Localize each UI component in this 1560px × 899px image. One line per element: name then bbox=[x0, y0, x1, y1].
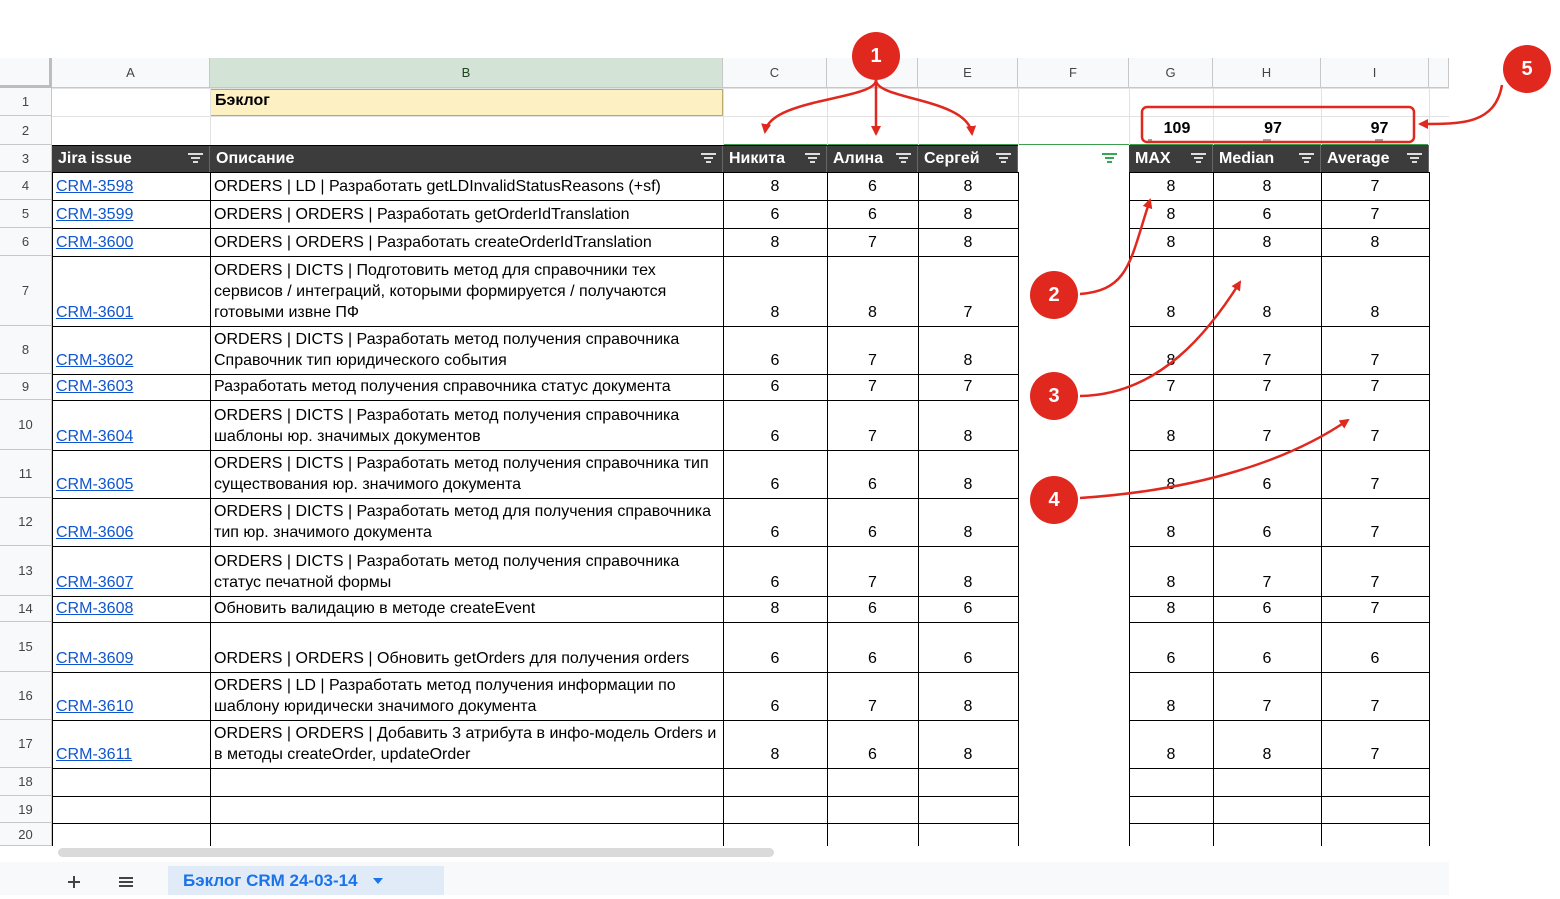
nikita-cell[interactable] bbox=[723, 400, 827, 450]
alina-cell-text: 6 bbox=[868, 178, 877, 195]
row-header[interactable]: 12 bbox=[0, 498, 52, 546]
median-cell[interactable] bbox=[1213, 450, 1321, 498]
median-cell[interactable] bbox=[1213, 596, 1321, 622]
column-header-b[interactable]: B bbox=[210, 58, 723, 88]
nikita-cell[interactable] bbox=[723, 172, 827, 200]
header-jira-issue-label: Jira issue bbox=[58, 149, 132, 167]
sergey-cell-text: 8 bbox=[963, 352, 973, 369]
median-cell-text: 7 bbox=[1262, 428, 1272, 445]
median-cell[interactable] bbox=[1213, 326, 1321, 374]
alina-cell[interactable] bbox=[827, 172, 918, 200]
row-header[interactable]: 7 bbox=[0, 256, 52, 326]
sergey-cell[interactable] bbox=[918, 256, 1018, 326]
max-cell-text: 8 bbox=[1166, 600, 1176, 617]
max-cell-text: 8 bbox=[1166, 574, 1176, 591]
annotation-badge-1: 1 bbox=[852, 32, 900, 80]
sergey-cell[interactable] bbox=[918, 672, 1018, 720]
nikita-cell-text: 6 bbox=[770, 352, 780, 369]
header-f-empty[interactable] bbox=[1018, 145, 1129, 172]
median-cell-text: 7 bbox=[1262, 378, 1272, 395]
max-cell[interactable] bbox=[1129, 326, 1213, 374]
alina-cell[interactable] bbox=[827, 400, 918, 450]
menu-icon bbox=[114, 870, 138, 894]
median-cell-text: 8 bbox=[1262, 304, 1272, 321]
median-cell[interactable] bbox=[1213, 172, 1321, 200]
nikita-cell-text: 6 bbox=[770, 378, 780, 395]
nikita-cell-text: 6 bbox=[770, 650, 780, 667]
nikita-cell-text: 8 bbox=[770, 234, 780, 251]
max-cell-text: 8 bbox=[1166, 304, 1176, 321]
nikita-cell[interactable] bbox=[723, 498, 827, 546]
median-cell-text: 7 bbox=[1262, 574, 1272, 591]
header-nikita[interactable] bbox=[723, 145, 827, 172]
column-header-f[interactable]: F bbox=[1018, 58, 1129, 88]
issue-cell[interactable] bbox=[52, 256, 210, 326]
median-cell-text: 6 bbox=[1262, 524, 1272, 541]
max-cell[interactable] bbox=[1129, 450, 1213, 498]
annotation-badge-3: 3 bbox=[1030, 372, 1078, 420]
description-cell[interactable] bbox=[210, 172, 723, 200]
median-cell-text: 8 bbox=[1262, 234, 1272, 251]
average-cell[interactable] bbox=[1321, 546, 1429, 596]
issue-cell[interactable] bbox=[52, 672, 210, 720]
average-cell-text: 7 bbox=[1370, 698, 1380, 715]
jira-issue-link[interactable]: CRM-3610 bbox=[56, 698, 134, 715]
description-cell-text: ORDERS | DICTS | Разработать метод получения справочника Справочник тип юридического события bbox=[214, 331, 680, 369]
header-jira-issue[interactable] bbox=[52, 145, 210, 172]
issue-cell[interactable] bbox=[52, 622, 210, 672]
median-cell[interactable] bbox=[1213, 256, 1321, 326]
average-cell[interactable] bbox=[1321, 172, 1429, 200]
filter-icon[interactable] bbox=[1102, 153, 1117, 164]
average-cell-text: 7 bbox=[1370, 378, 1380, 395]
issue-cell[interactable] bbox=[52, 400, 210, 450]
row-header[interactable]: 18 bbox=[0, 768, 52, 796]
average-cell[interactable] bbox=[1321, 450, 1429, 498]
nikita-cell-text: 6 bbox=[770, 206, 780, 223]
backlog-title: Бэклог bbox=[215, 92, 270, 109]
description-cell[interactable] bbox=[210, 498, 723, 546]
nikita-cell-text: 8 bbox=[770, 304, 780, 321]
alina-cell[interactable] bbox=[827, 596, 918, 622]
alina-cell-text: 7 bbox=[868, 378, 877, 395]
row-header[interactable]: 20 bbox=[0, 823, 52, 846]
description-cell-text: ORDERS | DICTS | Разработать метод получения справочника статус печатной формы bbox=[214, 553, 680, 591]
description-cell[interactable] bbox=[210, 374, 723, 400]
description-cell-text: ORDERS | LD | Разработать метод получения информации по шаблону юридически значимого документа bbox=[214, 677, 676, 715]
sergey-cell-text: 6 bbox=[963, 650, 973, 667]
nikita-cell-text: 6 bbox=[770, 476, 780, 493]
median-cell[interactable] bbox=[1213, 498, 1321, 546]
description-cell-text: ORDERS | LD | Разработать getLDInvalidStatusReasons (+sf) bbox=[214, 178, 661, 195]
alina-cell-text: 6 bbox=[868, 600, 877, 617]
sergey-cell-text: 8 bbox=[963, 574, 973, 591]
nikita-cell-text: 6 bbox=[770, 574, 780, 591]
average-cell-text: 7 bbox=[1370, 352, 1380, 369]
sergey-cell-text: 7 bbox=[963, 378, 973, 395]
header-sergey-label: Сергей bbox=[924, 149, 980, 167]
row-header[interactable]: 13 bbox=[0, 546, 52, 596]
average-cell[interactable] bbox=[1321, 374, 1429, 400]
alina-cell-text: 6 bbox=[868, 524, 877, 541]
average-cell[interactable] bbox=[1321, 720, 1429, 768]
header-max[interactable] bbox=[1129, 145, 1213, 172]
description-cell[interactable] bbox=[210, 450, 723, 498]
nikita-cell[interactable] bbox=[723, 596, 827, 622]
description-cell[interactable] bbox=[210, 720, 723, 768]
issue-cell[interactable] bbox=[52, 720, 210, 768]
sergey-cell[interactable] bbox=[918, 596, 1018, 622]
sergey-cell-text: 8 bbox=[963, 746, 973, 763]
max-cell[interactable] bbox=[1129, 228, 1213, 256]
description-cell-text: ORDERS | ORDERS | Разработать getOrderIdTranslation bbox=[214, 206, 630, 223]
column-header-a[interactable]: A bbox=[52, 58, 210, 88]
select-all-corner[interactable] bbox=[0, 58, 52, 88]
median-cell-text: 6 bbox=[1262, 600, 1272, 617]
max-cell[interactable] bbox=[1129, 172, 1213, 200]
median-cell[interactable] bbox=[1213, 622, 1321, 672]
row-header[interactable]: 10 bbox=[0, 400, 52, 450]
sergey-cell-text: 6 bbox=[963, 600, 973, 617]
annotation-badge-2: 2 bbox=[1030, 271, 1078, 319]
description-cell[interactable] bbox=[210, 228, 723, 256]
row-header[interactable]: 5 bbox=[0, 200, 52, 228]
row-header[interactable]: 17 bbox=[0, 720, 52, 768]
jira-issue-link[interactable]: CRM-3611 bbox=[56, 746, 133, 763]
max-cell-text: 8 bbox=[1166, 178, 1176, 195]
average-cell-text: 7 bbox=[1370, 746, 1380, 763]
jira-issue-link[interactable]: CRM-3598 bbox=[56, 178, 134, 195]
max-cell-text: 8 bbox=[1166, 352, 1176, 369]
description-cell[interactable] bbox=[210, 326, 723, 374]
average-cell-text: 7 bbox=[1370, 206, 1380, 223]
row-header-1[interactable]: 1 bbox=[0, 88, 52, 116]
description-cell[interactable] bbox=[210, 596, 723, 622]
filter-icon[interactable] bbox=[1407, 153, 1422, 164]
median-cell[interactable] bbox=[1213, 228, 1321, 256]
sheet-tab-active[interactable] bbox=[168, 866, 444, 895]
column-header-e[interactable]: E bbox=[918, 58, 1018, 88]
header-alina[interactable] bbox=[827, 145, 918, 172]
filter-icon[interactable] bbox=[188, 153, 203, 164]
plus-icon bbox=[62, 870, 86, 894]
max-cell[interactable] bbox=[1129, 596, 1213, 622]
max-cell[interactable] bbox=[1129, 400, 1213, 450]
row-header[interactable]: 11 bbox=[0, 450, 52, 498]
median-cell[interactable] bbox=[1213, 374, 1321, 400]
sergey-cell[interactable] bbox=[918, 400, 1018, 450]
alina-cell[interactable] bbox=[827, 450, 918, 498]
nikita-cell-text: 6 bbox=[770, 428, 780, 445]
sergey-cell-text: 8 bbox=[963, 428, 973, 445]
alina-cell[interactable] bbox=[827, 498, 918, 546]
filter-icon[interactable] bbox=[996, 153, 1011, 164]
alina-cell-text: 7 bbox=[868, 234, 877, 251]
sergey-cell[interactable] bbox=[918, 546, 1018, 596]
sergey-cell[interactable] bbox=[918, 326, 1018, 374]
description-cell-text: ORDERS | DICTS | Разработать метод получения справочника тип существования юр. значимого документа bbox=[214, 455, 709, 493]
nikita-cell-text: 8 bbox=[770, 600, 780, 617]
alina-cell[interactable] bbox=[827, 672, 918, 720]
max-cell-text: 8 bbox=[1166, 234, 1176, 251]
alina-cell[interactable] bbox=[827, 546, 918, 596]
median-cell-text: 6 bbox=[1262, 206, 1272, 223]
row-header[interactable]: 6 bbox=[0, 228, 52, 256]
nikita-cell[interactable] bbox=[723, 326, 827, 374]
jira-issue-link[interactable]: CRM-3608 bbox=[56, 600, 134, 617]
alina-cell-text: 6 bbox=[868, 206, 877, 223]
average-cell-text: 7 bbox=[1370, 476, 1380, 493]
jira-issue-link[interactable]: CRM-3601 bbox=[56, 304, 134, 321]
max-cell-text: 6 bbox=[1166, 650, 1176, 667]
issue-cell[interactable] bbox=[52, 498, 210, 546]
description-cell-text: ORDERS | DICTS | Подготовить метод для справочники тех сервисов / интеграций, которыми формируется / получаются готовыми извне ПФ bbox=[214, 262, 667, 321]
sergey-cell-text: 8 bbox=[963, 178, 973, 195]
header-median[interactable] bbox=[1213, 145, 1321, 172]
filter-icon[interactable] bbox=[805, 153, 820, 164]
alina-cell[interactable] bbox=[827, 720, 918, 768]
average-cell[interactable] bbox=[1321, 326, 1429, 374]
sergey-cell[interactable] bbox=[918, 200, 1018, 228]
filter-icon[interactable] bbox=[1299, 153, 1314, 164]
nikita-cell-text: 6 bbox=[770, 698, 780, 715]
row-header-2[interactable]: 2 bbox=[0, 116, 52, 145]
row-header[interactable]: 19 bbox=[0, 796, 52, 823]
nikita-cell[interactable] bbox=[723, 200, 827, 228]
header-sergey[interactable] bbox=[918, 145, 1018, 172]
max-cell[interactable] bbox=[1129, 256, 1213, 326]
nikita-cell[interactable] bbox=[723, 374, 827, 400]
median-cell-text: 8 bbox=[1262, 178, 1272, 195]
max-cell[interactable] bbox=[1129, 672, 1213, 720]
row-header[interactable]: 14 bbox=[0, 596, 52, 622]
average-cell-text: 8 bbox=[1370, 234, 1380, 251]
row-header[interactable]: 4 bbox=[0, 172, 52, 200]
median-cell[interactable] bbox=[1213, 400, 1321, 450]
average-cell-text: 8 bbox=[1370, 304, 1380, 321]
average-cell-text: 7 bbox=[1370, 428, 1380, 445]
nikita-cell[interactable] bbox=[723, 450, 827, 498]
max-cell[interactable] bbox=[1129, 546, 1213, 596]
alina-cell-text: 7 bbox=[868, 574, 877, 591]
issue-cell[interactable] bbox=[52, 450, 210, 498]
max-cell[interactable] bbox=[1129, 200, 1213, 228]
average-cell[interactable] bbox=[1321, 622, 1429, 672]
sergey-cell[interactable] bbox=[918, 622, 1018, 672]
median-cell-text: 7 bbox=[1262, 698, 1272, 715]
row-header[interactable]: 8 bbox=[0, 326, 52, 374]
average-cell[interactable] bbox=[1321, 498, 1429, 546]
column-header-c[interactable]: C bbox=[723, 58, 827, 88]
description-cell[interactable] bbox=[210, 256, 723, 326]
max-cell[interactable] bbox=[1129, 498, 1213, 546]
sergey-cell[interactable] bbox=[918, 498, 1018, 546]
max-cell-text: 8 bbox=[1166, 698, 1176, 715]
description-cell-text: Обновить валидацию в методе createEvent bbox=[214, 600, 536, 617]
annotation-arrow-5 bbox=[1420, 85, 1502, 124]
sergey-cell[interactable] bbox=[918, 450, 1018, 498]
add-sheet-button[interactable] bbox=[62, 870, 86, 894]
annotation-badge-5: 5 bbox=[1503, 45, 1551, 93]
filter-icon[interactable] bbox=[701, 153, 716, 164]
sergey-cell-text: 7 bbox=[963, 304, 973, 321]
nikita-cell-text: 8 bbox=[770, 746, 780, 763]
header-median-label: Median bbox=[1219, 149, 1275, 167]
max-cell-text: 8 bbox=[1166, 428, 1176, 445]
alina-cell[interactable] bbox=[827, 228, 918, 256]
sergey-cell[interactable] bbox=[918, 228, 1018, 256]
jira-issue-link[interactable]: CRM-3604 bbox=[56, 428, 134, 445]
max-cell[interactable] bbox=[1129, 374, 1213, 400]
description-cell[interactable] bbox=[210, 546, 723, 596]
nikita-cell[interactable] bbox=[723, 228, 827, 256]
nikita-cell[interactable] bbox=[723, 672, 827, 720]
jira-issue-link[interactable]: CRM-3606 bbox=[56, 524, 134, 541]
alina-cell-text: 7 bbox=[868, 352, 877, 369]
issue-cell[interactable] bbox=[52, 228, 210, 256]
column-header-next[interactable] bbox=[1429, 58, 1449, 88]
average-cell-text: 7 bbox=[1370, 574, 1380, 591]
filter-icon[interactable] bbox=[896, 153, 911, 164]
max-cell-text: 7 bbox=[1166, 378, 1176, 395]
jira-issue-link[interactable]: CRM-3607 bbox=[56, 574, 134, 591]
alina-cell[interactable] bbox=[827, 256, 918, 326]
alina-cell[interactable] bbox=[827, 200, 918, 228]
average-cell-text: 7 bbox=[1370, 524, 1380, 541]
nikita-cell-text: 6 bbox=[770, 524, 780, 541]
backlog-title-cell[interactable] bbox=[210, 89, 723, 116]
header-nikita-label: Никита bbox=[729, 149, 785, 167]
alina-cell-text: 7 bbox=[868, 698, 877, 715]
header-alina-label: Алина bbox=[833, 149, 884, 167]
alina-cell-text: 6 bbox=[868, 650, 877, 667]
description-cell-text: ORDERS | DICTS | Разработать метод получения справочника шаблоны юр. значимых документов bbox=[214, 407, 680, 445]
description-cell-text: ORDERS | ORDERS | Обновить getOrders для получения orders bbox=[214, 650, 690, 667]
average-cell-text: 6 bbox=[1370, 650, 1380, 667]
sergey-cell-text: 8 bbox=[963, 206, 973, 223]
description-cell[interactable] bbox=[210, 200, 723, 228]
max-cell[interactable] bbox=[1129, 622, 1213, 672]
issue-cell[interactable] bbox=[52, 326, 210, 374]
sergey-cell[interactable] bbox=[918, 172, 1018, 200]
sergey-cell-text: 8 bbox=[963, 524, 973, 541]
header-max-label: MAX bbox=[1135, 149, 1171, 167]
median-cell[interactable] bbox=[1213, 200, 1321, 228]
median-cell-text: 7 bbox=[1262, 352, 1272, 369]
description-cell-text: ORDERS | DICTS | Разработать метод для получения справочника тип юр. значимого документа bbox=[214, 503, 712, 541]
alina-cell-text: 7 bbox=[868, 428, 877, 445]
alina-cell-text: 8 bbox=[868, 304, 877, 321]
jira-issue-link[interactable]: CRM-3605 bbox=[56, 476, 134, 493]
nikita-cell-text: 8 bbox=[770, 178, 780, 195]
total-max[interactable]: 109 bbox=[1163, 120, 1191, 137]
annotation-badge-4: 4 bbox=[1030, 476, 1078, 524]
issue-cell[interactable] bbox=[52, 596, 210, 622]
jira-issue-link[interactable]: CRM-3600 bbox=[56, 234, 134, 251]
sergey-cell-text: 8 bbox=[963, 476, 973, 493]
horizontal-scrollbar-thumb[interactable] bbox=[58, 848, 774, 857]
alina-cell[interactable] bbox=[827, 374, 918, 400]
filter-icon[interactable] bbox=[1191, 153, 1206, 164]
nikita-cell[interactable] bbox=[723, 256, 827, 326]
max-cell-text: 8 bbox=[1166, 206, 1176, 223]
average-cell[interactable] bbox=[1321, 672, 1429, 720]
nikita-cell[interactable] bbox=[723, 622, 827, 672]
column-header-g[interactable]: G bbox=[1129, 58, 1213, 88]
description-cell[interactable] bbox=[210, 622, 723, 672]
header-average[interactable] bbox=[1321, 145, 1429, 172]
header-description[interactable] bbox=[210, 145, 723, 172]
median-cell[interactable] bbox=[1213, 672, 1321, 720]
sergey-cell-text: 8 bbox=[963, 698, 973, 715]
jira-issue-link[interactable]: CRM-3602 bbox=[56, 352, 134, 369]
row-header[interactable]: 9 bbox=[0, 374, 52, 400]
description-cell-text: ORDERS | ORDERS | Добавить 3 атрибута в инфо-модель Orders и в методы createOrder, updateOrder bbox=[214, 725, 717, 763]
average-cell[interactable] bbox=[1321, 200, 1429, 228]
row-header-3[interactable]: 3 bbox=[0, 145, 52, 172]
total-average[interactable]: 97 bbox=[1370, 120, 1389, 137]
median-cell[interactable] bbox=[1213, 720, 1321, 768]
sergey-cell[interactable] bbox=[918, 374, 1018, 400]
nikita-cell[interactable] bbox=[723, 546, 827, 596]
average-cell[interactable] bbox=[1321, 228, 1429, 256]
nikita-cell[interactable] bbox=[723, 720, 827, 768]
column-header-i[interactable]: I bbox=[1321, 58, 1429, 88]
description-cell[interactable] bbox=[210, 672, 723, 720]
jira-issue-link[interactable]: CRM-3603 bbox=[56, 378, 134, 395]
issue-cell[interactable] bbox=[52, 200, 210, 228]
issue-cell[interactable] bbox=[52, 374, 210, 400]
sergey-cell-text: 8 bbox=[963, 234, 973, 251]
alina-cell[interactable] bbox=[827, 622, 918, 672]
issue-cell[interactable] bbox=[52, 172, 210, 200]
median-cell-text: 6 bbox=[1262, 650, 1272, 667]
column-header-h[interactable]: H bbox=[1213, 58, 1321, 88]
issue-cell[interactable] bbox=[52, 546, 210, 596]
caret-down-icon[interactable] bbox=[372, 877, 384, 885]
average-cell-text: 7 bbox=[1370, 600, 1380, 617]
average-cell[interactable] bbox=[1321, 596, 1429, 622]
description-cell-text: ORDERS | ORDERS | Разработать createOrderIdTranslation bbox=[214, 234, 652, 251]
total-median[interactable]: 97 bbox=[1264, 120, 1282, 137]
alina-cell-text: 6 bbox=[868, 746, 877, 763]
average-cell[interactable] bbox=[1321, 256, 1429, 326]
average-cell-text: 7 bbox=[1370, 178, 1380, 195]
description-cell[interactable] bbox=[210, 400, 723, 450]
jira-issue-link[interactable]: CRM-3599 bbox=[56, 206, 134, 223]
jira-issue-link[interactable]: CRM-3609 bbox=[56, 650, 134, 667]
alina-cell[interactable] bbox=[827, 326, 918, 374]
median-cell-text: 6 bbox=[1262, 476, 1272, 493]
all-sheets-button[interactable] bbox=[114, 870, 138, 894]
sergey-cell[interactable] bbox=[918, 720, 1018, 768]
average-cell[interactable] bbox=[1321, 400, 1429, 450]
row-header[interactable]: 16 bbox=[0, 672, 52, 720]
max-cell-text: 8 bbox=[1166, 746, 1176, 763]
sheet-tab-label: Бэклог CRM 24-03-14 bbox=[183, 870, 358, 890]
row-header[interactable]: 15 bbox=[0, 622, 52, 672]
header-average-label: Average bbox=[1327, 149, 1390, 167]
max-cell-text: 8 bbox=[1166, 524, 1176, 541]
max-cell-text: 8 bbox=[1166, 476, 1176, 493]
description-cell-text: Разработать метод получения справочника статус документа bbox=[214, 378, 671, 395]
alina-cell-text: 6 bbox=[868, 476, 877, 493]
header-description-label: Описание bbox=[216, 149, 295, 167]
median-cell[interactable] bbox=[1213, 546, 1321, 596]
median-cell-text: 8 bbox=[1262, 746, 1272, 763]
max-cell[interactable] bbox=[1129, 720, 1213, 768]
